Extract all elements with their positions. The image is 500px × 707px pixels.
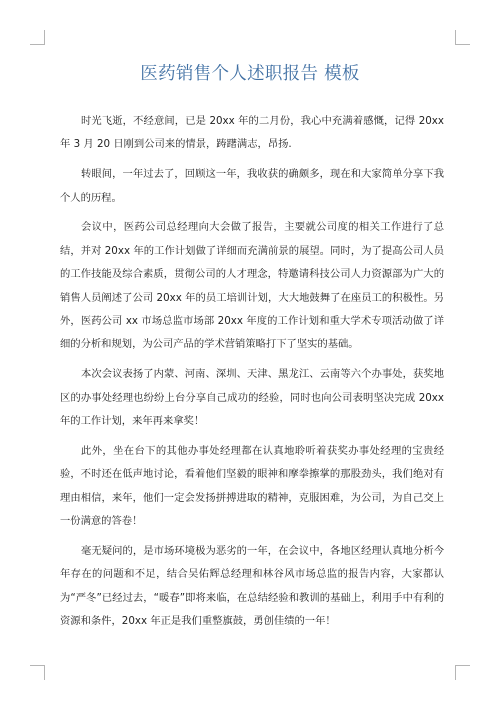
document-title: 医药销售个人述职报告 模板 [140,64,360,84]
crop-mark-bottom-left [30,665,45,680]
document-body [60,110,444,640]
paragraph-2: 转眼间，一年过去了，回顾这一年，我收获的确颇多，现在和大家简单分享下我个人的历程。 [60,168,444,204]
paragraph-1: 时光飞逝，不经意间，已是 20xx 年的二月份，我心中充满着感慨，记得 20xx 年 3 月 20 日刚到公司来的情景，踌躇满志，昂扬. [60,115,444,151]
crop-mark-top-right [455,30,470,45]
paragraph-5: 此外，坐在台下的其他办事处经理都在认真地聆听着获奖办事处经理的宝贵经验，不时还在低声地讨论，看着他们坚毅的眼神和摩拳擦掌的那股劲头，我们绝对有理由相信，来年，他们一定会发扬拼搏进取的精神，克服困难，为公司，为自己交上一份满意的答卷！ [60,444,444,528]
paragraph-3: 会议中，医药公司总经理向大会做了报告，主要就公司度的相关工作进行了总结，并对 20xx 年的工作计划做了详细而充满前景的展望。同时，为了提高公司人员的工作技能及综合素质，贯彻公司的人才理念，特邀请科技公司人力资源部为广大的销售人员阐述了公司 20xx 年的员工培训计划，大大地鼓舞了在座员工的积极性。另外，医药公司 xx 市场总监市场部 20xx 年度的工作计划和重大学术专项活动做了详细的分析和规划，为公司产品的学术营销策略打下了坚实的基础。 [60,221,444,351]
crop-mark-bottom-right [455,665,470,680]
crop-mark-top-left [30,30,45,45]
paragraph-4: 本次会议表扬了内蒙、河南、深圳、天津、黑龙江、云南等六个办事处，获奖地区的办事处经理也纷纷上台分享自己成功的经验，同时也向公司表明坚决完成 20xx 年的工作计划，来年再来拿奖！ [60,368,444,428]
paragraph-6: 毫无疑问的，是市场环境极为恶劣的一年，在会议中，各地区经理认真地分析今年存在的问题和不足，结合吴佑辉总经理和林谷风市场总监的报告内容，大家都认为“严冬”已经过去，“暖春”即将来临，在总结经验和教训的基础上，利用手中有利的资源和条件，20xx 年正是我们重整旗鼓，勇创佳绩的一年！ [60,544,444,628]
